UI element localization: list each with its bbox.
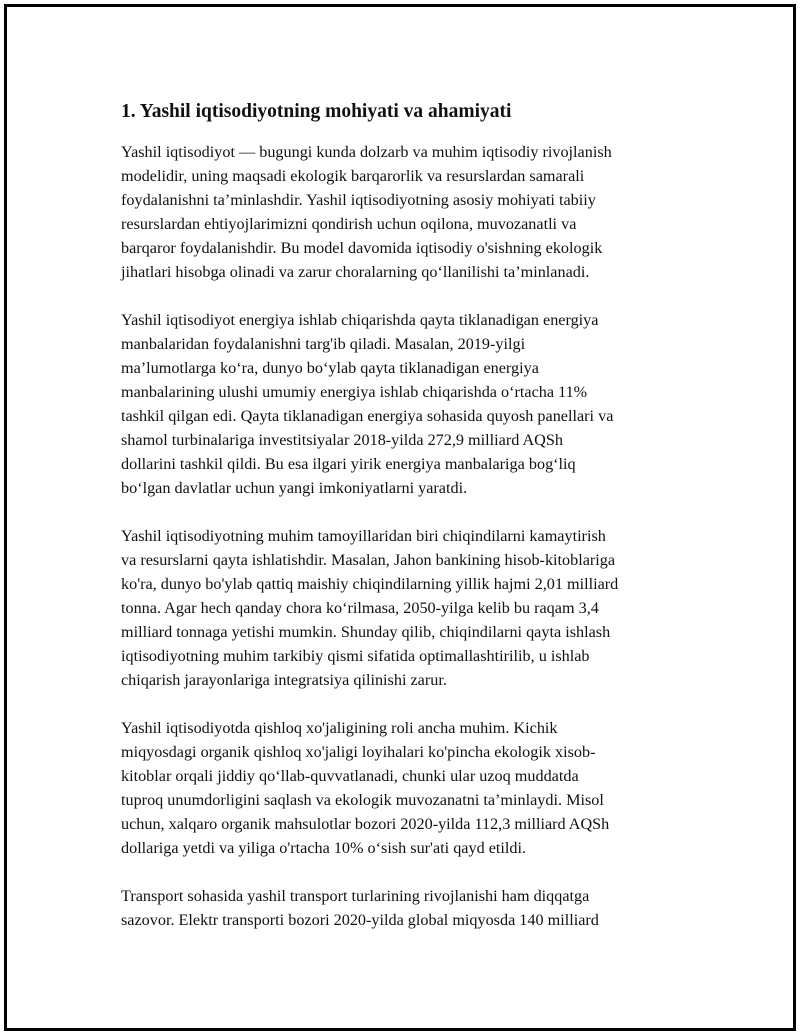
document-content <box>121 99 687 932</box>
paragraph-list <box>121 140 687 932</box>
paragraph-line: manbalarining ulushi umumiy energiya ishlab chiqarishda o‘rtacha 11% <box>121 383 588 401</box>
paragraph-line: milliard tonnaga yetishi mumkin. Shunday qilib, chiqindilarni qayta ishlash <box>121 623 611 641</box>
paragraph-line: foydalanishni ta’minlashdir. Yashil iqtisodiyotning asosiy mohiyati tabiiy <box>121 191 596 209</box>
paragraph-line: Yashil iqtisodiyot — bugungi kunda dolzarb va muhim iqtisodiy rivojlanish <box>121 143 612 161</box>
paragraph-line: Yashil iqtisodiyotning muhim tamoyillaridan biri chiqindilarni kamaytirish <box>121 527 606 545</box>
body-paragraph <box>121 524 687 692</box>
paragraph-line: resurslardan ehtiyojlarimizni qondirish uchun oqilona, muvozanatli va <box>121 215 577 233</box>
paragraph-line: va resurslarni qayta ishlatishdir. Masalan, Jahon bankining hisob-kitoblariga <box>121 551 616 569</box>
paragraph-line: tuproq unumdorligini saqlash va ekologik muvozanatni ta’minlaydi. Misol <box>121 791 604 809</box>
paragraph-line: Yashil iqtisodiyotda qishloq xo'jaligining roli ancha muhim. Kichik <box>121 719 558 737</box>
paragraph-line: chiqarish jarayonlariga integratsiya qilinishi zarur. <box>121 671 447 689</box>
paragraph-line: manbalaridan foydalanishni targ'ib qiladi. Masalan, 2019-yilgi <box>121 335 526 353</box>
paragraph-line: iqtisodiyotning muhim tarkibiy qismi sifatida optimallashtirilib, u ishlab <box>121 647 590 665</box>
body-paragraph <box>121 140 687 284</box>
paragraph-line: modelidir, uning maqsadi ekologik barqarorlik va resurslardan samarali <box>121 167 585 185</box>
paragraph-line: dollarini tashkil qildi. Bu esa ilgari yirik energiya manbalariga bog‘liq <box>121 455 576 473</box>
paragraph-line: sazovor. Elektr transporti bozori 2020-yilda global miqyosda 140 milliard <box>121 911 599 929</box>
paragraph-line: uchun, xalqaro organik mahsulotlar bozori 2020-yilda 112,3 milliard AQSh <box>121 815 610 833</box>
paragraph-line: Transport sohasida yashil transport turlarining rivojlanishi ham diqqatga <box>121 887 590 905</box>
paragraph-line: tonna. Agar hech qanday chora ko‘rilmasa, 2050-yilga kelib bu raqam 3,4 <box>121 599 599 617</box>
paragraph-line: Yashil iqtisodiyot energiya ishlab chiqarishda qayta tiklanadigan energiya <box>121 311 599 329</box>
paragraph-line: barqaror foydalanishdir. Bu model davomida iqtisodiy o'sishning ekologik <box>121 239 603 257</box>
paragraph-line: kitoblar orqali jiddiy qo‘llab-quvvatlanadi, chunki ular uzoq muddatda <box>121 767 579 785</box>
paragraph-line: miqyosdagi organik qishloq xo'jaligi loyihalari ko'pincha ekologik xisob- <box>121 743 596 761</box>
body-paragraph <box>121 716 687 860</box>
paragraph-line: tashkil qilgan edi. Qayta tiklanadigan energiya sohasida quyosh panellari va <box>121 407 614 425</box>
paragraph-line: jihatlari hisobga olinadi va zarur choralarning qo‘llanilishi ta’minlanadi. <box>121 263 590 281</box>
document-page <box>4 4 796 1031</box>
paragraph-line: ko'ra, dunyo bo'ylab qattiq maishiy chiqindilarning yillik hajmi 2,01 milliard <box>121 575 619 593</box>
section-title: 1. Yashil iqtisodiyotning mohiyati va ahamiyati <box>121 101 512 122</box>
paragraph-line: ma’lumotlarga ko‘ra, dunyo bo‘ylab qayta tiklanadigan energiya <box>121 359 539 377</box>
paragraph-line: dollariga yetdi va yiliga o'rtacha 10% o‘sish sur'ati qayd etildi. <box>121 839 527 857</box>
body-paragraph <box>121 308 687 500</box>
paragraph-line: shamol turbinalariga investitsiyalar 2018-yilda 272,9 milliard AQSh <box>121 431 563 449</box>
paragraph-line: bo‘lgan davlatlar uchun yangi imkoniyatlarni yaratdi. <box>121 479 468 497</box>
body-paragraph <box>121 884 687 932</box>
